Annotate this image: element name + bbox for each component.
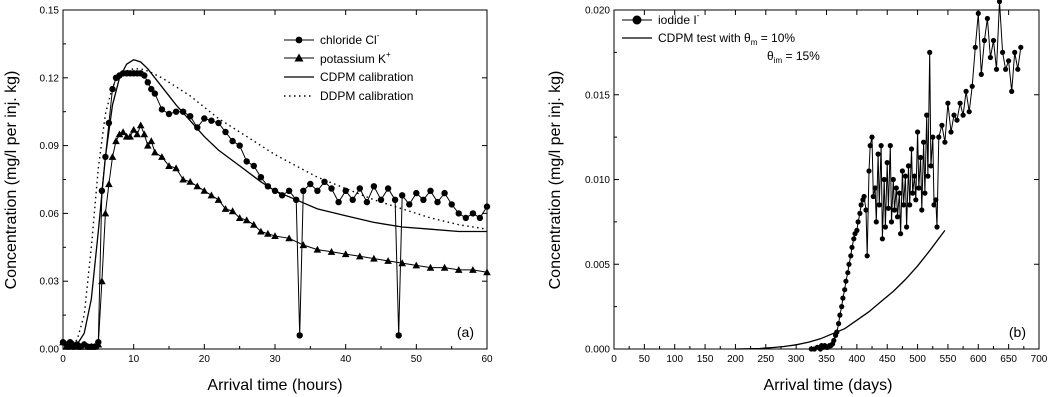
data-point-b-0 — [919, 207, 924, 212]
data-point-a-1 — [151, 149, 159, 156]
data-point-a-1 — [215, 196, 223, 203]
data-point-a-1 — [105, 180, 113, 187]
x-tick-label-b: 700 — [1030, 354, 1048, 365]
data-point-b-0 — [868, 143, 873, 148]
x-tick-label-b: 150 — [696, 354, 714, 365]
data-point-a-0 — [201, 115, 207, 121]
data-point-b-0 — [859, 202, 864, 207]
data-point-b-0 — [892, 207, 897, 212]
panel-label-a: (a) — [456, 324, 474, 340]
data-point-b-0 — [880, 236, 885, 241]
data-point-b-0 — [854, 228, 859, 233]
x-tick-label-a: 30 — [269, 354, 281, 365]
data-point-b-0 — [907, 202, 912, 207]
x-tick-label-b: 350 — [818, 354, 835, 365]
data-point-a-1 — [102, 210, 110, 217]
data-point-b-0 — [973, 45, 978, 50]
legend-label-chloride: chloride Cl- — [320, 31, 380, 47]
data-point-a-0 — [392, 197, 398, 203]
data-point-a-0 — [208, 118, 214, 124]
series-line-a-0 — [63, 73, 487, 346]
data-point-a-1 — [194, 183, 202, 190]
data-point-b-0 — [874, 219, 879, 224]
data-point-a-0 — [427, 188, 433, 194]
data-point-b-0 — [936, 135, 941, 140]
y-tick-label-b: 0.010 — [584, 175, 610, 186]
data-point-b-0 — [845, 270, 850, 275]
data-point-b-0 — [839, 304, 844, 309]
data-point-a-1 — [201, 187, 209, 194]
data-point-b-0 — [886, 206, 891, 211]
data-point-a-0 — [420, 197, 426, 203]
y-tick-label-a: 0.00 — [39, 344, 59, 356]
x-tick-label-b: 650 — [1000, 354, 1017, 365]
x-tick-label-b: 100 — [666, 354, 684, 365]
data-point-a-0 — [152, 90, 158, 96]
data-point-a-0 — [441, 190, 447, 196]
data-point-a-0 — [357, 185, 363, 191]
x-tick-label-b: 400 — [848, 354, 866, 365]
data-point-a-0 — [159, 106, 165, 112]
x-tick-label-b: 0 — [611, 354, 617, 365]
data-point-b-0 — [1012, 50, 1017, 55]
data-point-b-0 — [934, 224, 939, 229]
data-point-b-0 — [921, 140, 926, 145]
data-point-a-0 — [413, 190, 419, 196]
y-tick-label-a: 0.15 — [39, 5, 59, 17]
y-tick-label-b: 0.020 — [584, 5, 610, 17]
data-point-b-0 — [942, 140, 947, 145]
data-point-b-0 — [924, 113, 929, 118]
data-point-a-0 — [477, 215, 483, 221]
data-point-a-1 — [179, 176, 187, 183]
y-tick-label-b: 0.005 — [584, 259, 610, 271]
x-tick-label-a: 10 — [128, 354, 140, 365]
data-point-a-0 — [222, 129, 228, 135]
data-point-b-0 — [964, 89, 969, 94]
data-point-a-0 — [456, 210, 462, 216]
data-point-a-0 — [314, 188, 320, 194]
data-point-b-0 — [916, 185, 921, 190]
data-point-a-1 — [130, 126, 138, 133]
data-point-b-0 — [904, 224, 909, 229]
data-point-b-0 — [948, 129, 953, 134]
data-point-a-0 — [484, 203, 490, 209]
data-point-b-0 — [951, 113, 956, 118]
data-point-b-0 — [985, 16, 990, 21]
data-point-b-0 — [895, 214, 900, 219]
data-point-b-0 — [848, 253, 853, 258]
data-point-b-0 — [900, 168, 905, 173]
x-tick-label-a: 60 — [481, 354, 493, 365]
plot-area-a — [63, 10, 487, 349]
data-point-b-0 — [866, 168, 871, 173]
data-point-b-0 — [982, 38, 987, 43]
legend-label-iodide: iodide I- — [658, 11, 700, 27]
data-point-a-0 — [215, 120, 221, 126]
data-point-b-0 — [877, 202, 882, 207]
data-point-b-0 — [898, 231, 903, 236]
data-point-a-0 — [286, 188, 292, 194]
legend-marker-iodide — [633, 16, 642, 25]
data-point-b-0 — [885, 160, 890, 165]
data-point-a-0 — [335, 199, 341, 205]
data-point-b-0 — [922, 191, 927, 196]
x-tick-label-b: 600 — [969, 354, 987, 365]
x-tick-label-b: 250 — [757, 354, 775, 365]
legend-a — [284, 31, 413, 103]
x-tick-label-b: 550 — [939, 354, 957, 365]
data-point-a-0 — [399, 192, 405, 198]
data-point-b-0 — [840, 296, 845, 301]
data-point-a-0 — [364, 199, 370, 205]
chart-panel-b — [547, 0, 1048, 394]
legend-label-potassium: potassium K+ — [320, 50, 391, 66]
y-tick-label-b: 0.000 — [584, 344, 610, 356]
data-point-b-0 — [988, 55, 993, 60]
data-point-b-0 — [976, 11, 981, 16]
data-point-a-0 — [300, 188, 306, 194]
data-point-b-0 — [865, 253, 870, 258]
x-axis-label-b: Arrival time (days) — [763, 377, 893, 394]
data-point-a-0 — [371, 183, 377, 189]
data-point-b-0 — [857, 211, 862, 216]
data-point-a-0 — [251, 163, 257, 169]
legend-label-ddpm: DDPM calibration — [320, 89, 414, 103]
data-point-b-0 — [888, 143, 893, 148]
data-point-b-0 — [873, 185, 878, 190]
data-point-b-0 — [879, 143, 884, 148]
data-point-b-0 — [871, 194, 876, 199]
y-tick-label-a: 0.09 — [39, 141, 59, 153]
data-point-b-0 — [846, 262, 851, 267]
data-point-a-1 — [141, 131, 149, 138]
data-point-b-0 — [954, 118, 959, 123]
y-axis-label-b: Concentration (mg/l per inj. kg) — [547, 70, 564, 290]
data-point-a-1 — [137, 122, 145, 129]
data-point-b-0 — [882, 177, 887, 182]
data-point-a-1 — [148, 137, 156, 144]
panel-label-b: (b) — [1008, 324, 1026, 340]
data-point-b-0 — [1000, 50, 1005, 55]
data-point-a-0 — [434, 199, 440, 205]
x-axis-label-a: Arrival time (hours) — [207, 377, 343, 394]
data-point-a-1 — [109, 153, 117, 160]
data-point-a-0 — [328, 185, 334, 191]
x-tick-label-a: 50 — [410, 354, 422, 365]
data-point-a-1 — [250, 221, 258, 228]
data-point-b-0 — [994, 67, 999, 72]
x-tick-label-b: 450 — [878, 354, 896, 365]
data-point-b-0 — [939, 123, 944, 128]
data-point-b-0 — [863, 207, 868, 212]
data-point-b-0 — [1015, 67, 1020, 72]
data-point-b-0 — [1003, 67, 1008, 72]
data-point-a-0 — [297, 332, 303, 338]
data-point-a-0 — [237, 142, 243, 148]
y-tick-label-a: 0.03 — [39, 276, 59, 288]
data-point-a-0 — [141, 72, 147, 78]
data-point-b-0 — [883, 224, 888, 229]
data-point-a-0 — [229, 138, 235, 144]
y-axis-label-a: Concentration (mg/l per inj. kg) — [3, 70, 20, 290]
y-tick-label-a: 0.06 — [39, 208, 59, 220]
data-point-b-0 — [958, 101, 963, 106]
data-point-b-0 — [1006, 58, 1011, 63]
series-line-b-1 — [735, 230, 945, 349]
series-line-a-3 — [63, 69, 487, 349]
data-point-b-0 — [970, 84, 975, 89]
data-point-b-0 — [837, 313, 842, 318]
data-point-b-0 — [930, 135, 935, 140]
data-point-a-1 — [98, 277, 106, 284]
data-point-b-0 — [842, 287, 847, 292]
legend-label-cdpm-test: CDPM test with $\theta_m = 10\%$ — [658, 31, 796, 47]
data-point-b-0 — [997, 0, 1002, 4]
data-point-b-0 — [897, 191, 902, 196]
data-point-a-0 — [321, 179, 327, 185]
data-point-b-0 — [991, 38, 996, 43]
data-point-a-1 — [119, 128, 127, 135]
legend-label-cdpm: CDPM calibration — [320, 70, 414, 84]
data-point-b-0 — [856, 219, 861, 224]
x-tick-label-b: 500 — [909, 354, 926, 365]
data-point-a-0 — [343, 188, 349, 194]
data-point-a-0 — [463, 215, 469, 221]
data-point-b-0 — [931, 202, 936, 207]
x-tick-label-a: 0 — [60, 354, 66, 365]
data-point-a-1 — [300, 241, 308, 248]
x-tick-label-b: 50 — [638, 354, 650, 365]
x-tick-label-b: 200 — [727, 354, 744, 365]
data-point-b-0 — [862, 194, 867, 199]
data-point-b-0 — [910, 191, 915, 196]
data-point-b-0 — [979, 72, 984, 77]
data-point-b-0 — [903, 174, 908, 179]
data-point-a-0 — [350, 197, 356, 203]
data-point-a-0 — [470, 210, 476, 216]
data-point-a-0 — [385, 185, 391, 191]
data-point-a-0 — [106, 120, 112, 126]
data-point-b-0 — [915, 129, 920, 134]
data-point-b-0 — [918, 155, 923, 160]
data-point-b-0 — [843, 279, 848, 284]
data-point-b-0 — [901, 202, 906, 207]
data-point-a-1 — [112, 137, 120, 144]
data-point-b-0 — [945, 101, 950, 106]
data-point-b-0 — [851, 236, 856, 241]
data-point-a-0 — [166, 111, 172, 117]
data-point-b-0 — [869, 135, 874, 140]
data-point-a-0 — [449, 201, 455, 207]
data-point-b-0 — [909, 146, 914, 151]
data-point-b-0 — [928, 163, 933, 168]
data-point-b-0 — [925, 174, 930, 179]
legend-marker-chloride — [296, 37, 303, 44]
data-point-b-0 — [913, 197, 918, 202]
y-tick-label-a: 0.12 — [39, 73, 59, 85]
plot-area-b — [614, 10, 1039, 349]
data-point-b-0 — [849, 245, 854, 250]
data-point-b-0 — [967, 109, 972, 114]
x-tick-label-a: 20 — [198, 354, 210, 365]
y-tick-label-b: 0.015 — [584, 90, 610, 102]
data-point-a-0 — [396, 332, 402, 338]
data-point-a-1 — [158, 153, 166, 160]
legend-b — [622, 11, 820, 65]
data-point-b-0 — [927, 50, 932, 55]
data-point-b-0 — [933, 197, 938, 202]
data-point-b-0 — [1018, 45, 1023, 50]
data-point-b-0 — [891, 177, 896, 182]
data-point-b-0 — [889, 219, 894, 224]
data-point-b-0 — [1009, 89, 1014, 94]
data-point-a-0 — [244, 158, 250, 164]
x-tick-label-a: 40 — [340, 354, 352, 365]
series-line-a-2 — [63, 60, 487, 349]
data-point-a-0 — [307, 181, 313, 187]
data-point-a-1 — [208, 192, 216, 199]
data-point-b-0 — [831, 338, 836, 343]
legend-label-cdpm-test-line2: $\theta_{im} = 15\%$ — [767, 49, 820, 65]
data-point-b-0 — [836, 321, 841, 326]
data-point-a-0 — [406, 201, 412, 207]
data-point-b-0 — [894, 185, 899, 190]
data-point-a-0 — [173, 109, 179, 115]
x-tick-label-b: 300 — [787, 354, 805, 365]
data-point-a-0 — [145, 79, 151, 85]
data-point-b-0 — [912, 174, 917, 179]
data-point-b-0 — [906, 163, 911, 168]
chart-panel-a — [3, 6, 493, 395]
data-point-b-0 — [961, 113, 966, 118]
data-point-b-0 — [876, 152, 881, 157]
